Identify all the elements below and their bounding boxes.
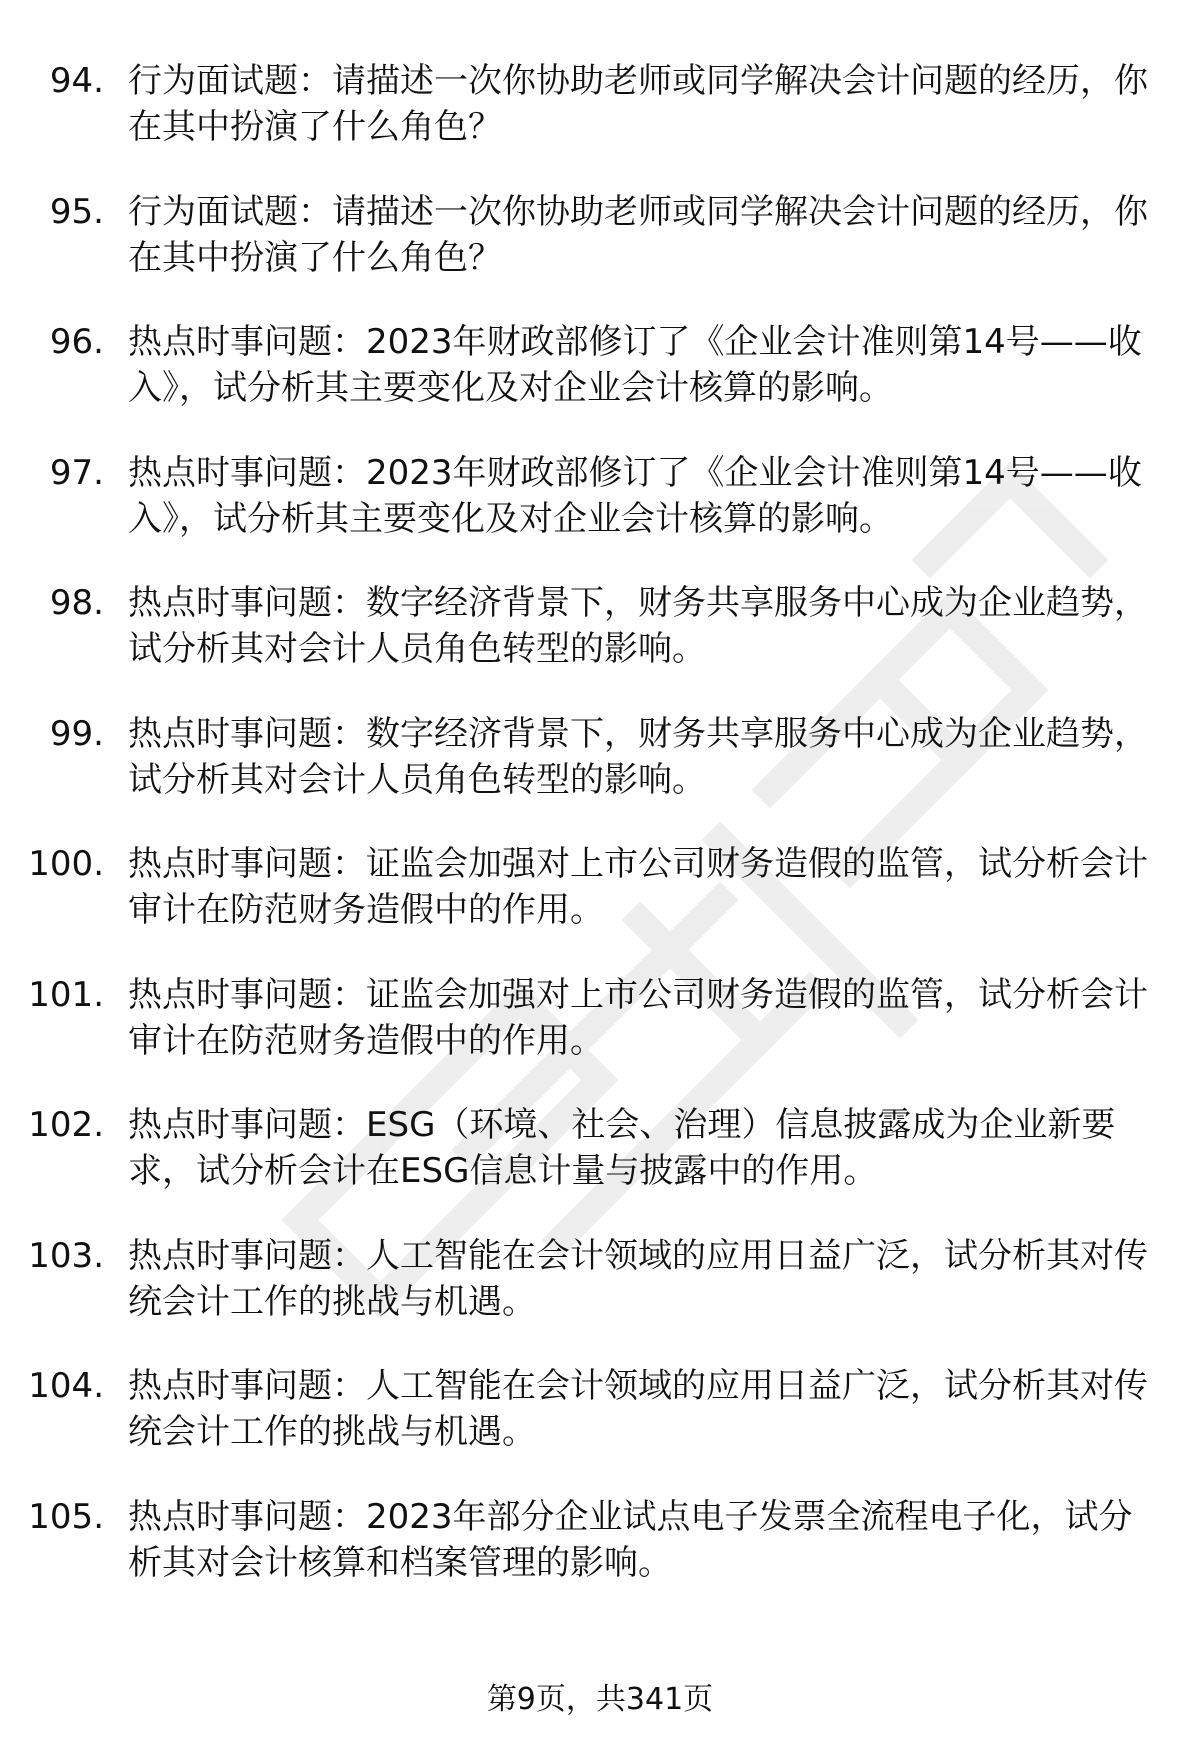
question-item — [0, 711, 1200, 842]
question-item — [0, 580, 1200, 711]
question-item — [0, 450, 1200, 581]
question-text: 热点时事问题：2023年财政部修订了《企业会计准则第14号——收入》，试分析其主要变化及对企业会计核算的影响。 — [128, 322, 1142, 408]
question-text: 热点时事问题：2023年部分企业试点电子发票全流程电子化，试分析其对会计核算和档案管理的影响。 — [128, 1496, 1133, 1583]
question-number: 99. — [49, 713, 104, 754]
question-item — [0, 1363, 1200, 1494]
question-number: 95. — [49, 191, 104, 232]
question-item — [0, 189, 1200, 320]
question-text: 热点时事问题：证监会加强对上市公司财务造假的监管，试分析会计审计在防范财务造假中的作用。 — [128, 974, 1148, 1061]
question-item — [0, 972, 1200, 1103]
question-item — [0, 319, 1200, 450]
question-number: 104. — [28, 1366, 104, 1406]
question-list — [0, 58, 1200, 1624]
question-item — [0, 1494, 1200, 1625]
question-item — [0, 1233, 1200, 1364]
question-number: 97. — [49, 452, 104, 493]
question-text: 热点时事问题：2023年财政部修订了《企业会计准则第14号——收入》，试分析其主要变化及对企业会计核算的影响。 — [128, 452, 1142, 539]
question-text: 热点时事问题：数字经济背景下，财务共享服务中心成为企业趋势，试分析其对会计人员角色转型的影响。 — [128, 713, 1148, 800]
question-text: 热点时事问题：ESG（环境、社会、治理）信息披露成为企业新要求，试分析会计在ESG信息计量与披露中的作用。 — [128, 1105, 1116, 1191]
question-number: 101. — [28, 974, 104, 1015]
question-number: 103. — [28, 1235, 104, 1276]
question-number: 105. — [28, 1496, 104, 1537]
question-number: 94. — [49, 61, 104, 101]
page-number: 第9页，共341页 — [486, 1682, 714, 1717]
question-text: 热点时事问题：人工智能在会计领域的应用日益广泛，试分析其对传统会计工作的挑战与机遇。 — [128, 1235, 1148, 1322]
question-text: 行为面试题：请描述一次你协助老师或同学解决会计问题的经历，你在其中扮演了什么角色？ — [128, 191, 1148, 278]
question-number: 102. — [28, 1105, 104, 1145]
question-text: 热点时事问题：人工智能在会计领域的应用日益广泛，试分析其对传统会计工作的挑战与机遇。 — [128, 1366, 1148, 1452]
question-number: 98. — [49, 583, 104, 623]
question-item — [0, 841, 1200, 972]
question-item — [0, 1102, 1200, 1233]
question-item — [0, 58, 1200, 189]
question-number: 96. — [49, 322, 104, 362]
question-number: 100. — [28, 844, 104, 884]
question-text: 行为面试题：请描述一次你协助老师或同学解决会计问题的经历，你在其中扮演了什么角色？ — [128, 61, 1148, 147]
question-text: 热点时事问题：证监会加强对上市公司财务造假的监管，试分析会计审计在防范财务造假中的作用。 — [128, 844, 1148, 930]
question-text: 热点时事问题：数字经济背景下，财务共享服务中心成为企业趋势，试分析其对会计人员角色转型的影响。 — [128, 583, 1148, 669]
